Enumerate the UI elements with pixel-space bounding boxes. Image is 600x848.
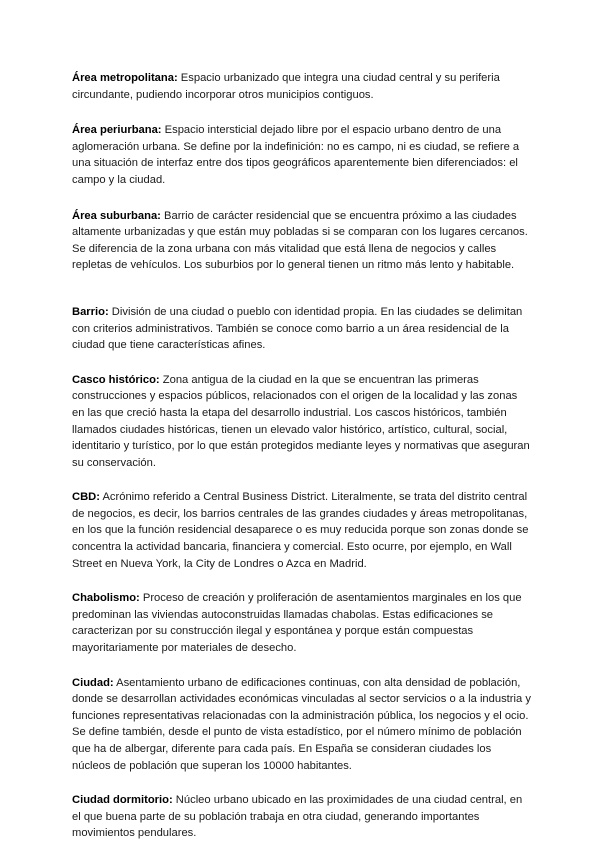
entry-term: Ciudad:: [72, 676, 114, 689]
glossary-entry-area-periurbana: [72, 122, 532, 188]
glossary-entry-ciudad: [72, 675, 532, 775]
entry-term: CBD:: [72, 491, 100, 504]
entry-term: Ciudad dormitorio:: [72, 794, 173, 807]
glossary-entry-ciudad-dormitorio: [72, 792, 532, 842]
entry-definition: Zona antigua de la ciudad en la que se encuentran las primeras construcciones y espacios públicos, relacionados con el origen de la localidad y las zonas en las que creció hasta la etapa del desarrollo industrial. Los cascos históricos, también llamados ciudades históricas, tienen un elevado valor histórico, artístico, cultural, social, identitario y turístico, por lo que están protegidos mediante leyes y normativas que aseguran su conservación.: [72, 373, 530, 469]
entry-term: Barrio:: [72, 305, 109, 318]
glossary-entry-cbd: [72, 489, 532, 572]
entry-definition: Asentamiento urbano de edificaciones continuas, con alta densidad de población, donde se desarrollan actividades económicas vinculadas al sector servicios o a la industria y funciones representativas relacionadas con la administración pública, los negocios y el ocio. Se define también, desde el punto de vista estadístico, por el número mínimo de población que ha de albergar, diferente para cada país. En España se consideran ciudades los núcleos de población que superan los 10000 habitantes.: [72, 676, 531, 772]
entry-term: Casco histórico:: [72, 373, 160, 386]
glossary-entry-area-suburbana: [72, 208, 532, 274]
entry-term: Área metropolitana:: [72, 72, 178, 84]
entry-definition: Proceso de creación y proliferación de asentamientos marginales en los que predominan las viviendas autoconstruidas llamadas chabolas. Estas edificaciones se caracterizan por su construcción ilegal y espontánea y porque están compuestas mayoritariamente por materiales de desecho.: [72, 592, 522, 655]
entry-term: Área periurbana:: [72, 124, 162, 137]
glossary-entry-casco-historico: [72, 372, 532, 472]
glossary-entry-area-metropolitana: [72, 70, 532, 103]
glossary-page: [72, 70, 532, 842]
entry-term: Área suburbana:: [72, 209, 161, 222]
entry-definition: Espacio intersticial dejado libre por el espacio urbano dentro de una aglomeración urbana. Se define por la indefinición: no es campo, ni es ciudad, se refiere a una situación de interfaz entre dos tipos geográficos aparentemente bien diferenciados: el campo y la ciudad.: [72, 124, 520, 186]
glossary-entry-chabolismo: [72, 590, 532, 656]
entry-definition: División de una ciudad o pueblo con identidad propia. En las ciudades se delimitan con criterios administrativos. También se conoce como barrio a un área residencial de la ciudad que tiene características afines.: [72, 305, 523, 352]
entry-definition: Núcleo urbano ubicado en las proximidades de una ciudad central, en el que buena parte de su población trabaja en otra ciudad, generando importantes movimientos pendulares.: [72, 794, 523, 840]
glossary-entry-barrio: [72, 304, 532, 354]
entry-definition: Acrónimo referido a Central Business District. Literalmente, se trata del distrito central de negocios, es decir, los barrios centrales de las grandes ciudades y áreas metropolitanas, en los que la función residencial desaparece o es muy reducida porque son zonas donde se concentra la actividad bancaria, financiera y comercial. Esto ocurre, por ejemplo, en Wall Street en Nueva York, la City de Londres o Azca en Madrid.: [72, 491, 529, 570]
entry-definition: Espacio urbanizado que integra una ciudad central y su periferia circundante, pudiendo incorporar otros municipios contiguos.: [72, 72, 500, 101]
entry-term: Chabolismo:: [72, 592, 140, 605]
entry-definition: Barrio de carácter residencial que se encuentra próximo a las ciudades altamente urbanizadas y que están muy pobladas si se comparan con los lugares cercanos. Se diferencia de la zona urbana con más vitalidad que está llena de negocios y calles repletas de vehículos. Los suburbios por lo general tienen un ritmo más lento y habitable.: [72, 209, 528, 272]
